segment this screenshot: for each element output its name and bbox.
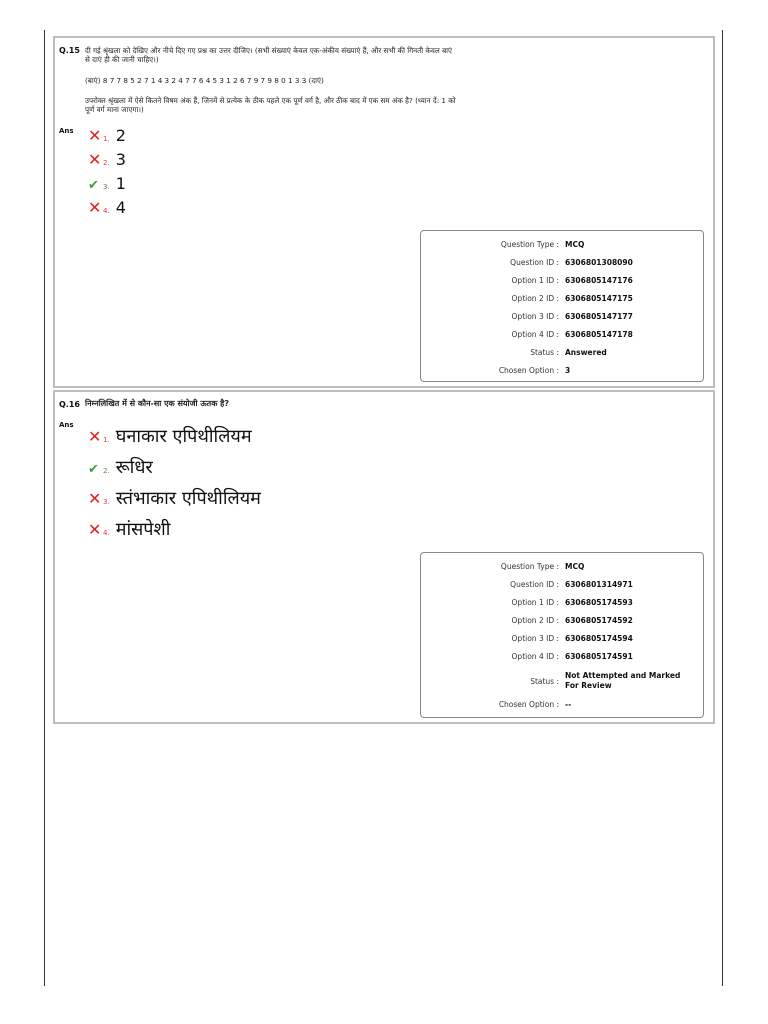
info-row-option-1-id (421, 276, 703, 288)
info-row-question-id (421, 580, 703, 592)
info-label: Status : (530, 348, 559, 357)
page-border-right (722, 30, 723, 986)
question-text-line: दी गई श्रृंखला को देखिए और नीचे दिए गए प्रश्न का उत्तर दीजिए। (सभी संख्याएं केवल एक-अंकीय संख्याएं हैं, और सभी की गिनती केवल बाएं (85, 46, 453, 55)
cross-icon: ✕ (88, 489, 102, 508)
option-text: 3 (115, 150, 126, 169)
info-value: 6306805147176 (565, 276, 633, 285)
question-text-line: से दाएं ही की जानी चाहिए।) (85, 55, 159, 64)
option-number: 4. (103, 207, 110, 215)
info-value: 6306805174593 (565, 598, 633, 607)
info-value: 6306801308090 (565, 258, 633, 267)
info-value: Answered (565, 348, 607, 357)
option-number: 1. (103, 135, 110, 143)
info-value: 630680131497​1 (565, 580, 633, 589)
info-row-question-type (421, 562, 703, 574)
info-label: Option 1 ID : (511, 276, 559, 285)
info-row-question-type (421, 240, 703, 252)
info-value: 6306805174594 (565, 634, 633, 643)
question-text: निम्नलिखित में से कौन-सा एक संयोजी ऊतक है? (85, 399, 230, 408)
option-text: घनाकार एपिथीलियम (115, 426, 252, 447)
info-label: Option 2 ID : (511, 616, 559, 625)
check-icon: ✔ (88, 462, 99, 477)
option-number: 1. (103, 436, 110, 444)
option-4 (88, 198, 126, 217)
option-1 (88, 424, 252, 448)
option-2 (88, 150, 126, 169)
option-text: रूधिर (115, 457, 153, 478)
info-value: 6306805147175 (565, 294, 633, 303)
option-text: स्तंभाकार एपिथीलियम (115, 488, 261, 509)
info-label: Option 4 ID : (511, 652, 559, 661)
info-label: Question Type : (500, 240, 559, 249)
answer-label: Ans (59, 421, 74, 429)
info-row-status (421, 348, 703, 360)
info-row-chosen-option (421, 366, 703, 378)
info-label: Option 3 ID : (511, 634, 559, 643)
info-label: Question ID : (510, 580, 559, 589)
info-row-option-4-id (421, 330, 703, 342)
question-info-panel (420, 552, 704, 718)
info-value: -- (565, 700, 572, 709)
info-value: 6306805174592 (565, 616, 633, 625)
question-15-block (53, 36, 715, 388)
question-16-block (53, 390, 715, 724)
info-label: Chosen Option : (498, 700, 559, 709)
cross-icon: ✕ (88, 126, 102, 145)
info-value: 3 (565, 366, 571, 375)
question-text-line: उपरोक्त श्रृंखला में ऐसे कितने विषम अंक हैं, जिनमें से प्रत्येक के ठीक पहले एक पूर्ण वर्ग है, और ठीक बाद में एक सम अंक है? (ध्यान दें: 1 को (85, 96, 456, 105)
option-2 (88, 455, 153, 479)
option-text: मांसपेशी (115, 519, 171, 540)
option-number: 3. (103, 498, 110, 506)
question-number: Q.16 (59, 400, 80, 409)
info-label: Chosen Option : (498, 366, 559, 375)
cross-icon: ✕ (88, 427, 102, 446)
info-label: Option 3 ID : (511, 312, 559, 321)
option-number: 4. (103, 529, 110, 537)
info-row-option-2-id (421, 294, 703, 306)
info-value: MCQ (565, 562, 585, 571)
cross-icon: ✕ (88, 150, 102, 169)
info-row-question-id (421, 258, 703, 270)
option-1 (88, 126, 126, 145)
cross-icon: ✕ (88, 520, 102, 539)
answer-label: Ans (59, 127, 74, 135)
info-value: 6306805147178 (565, 330, 633, 339)
option-text: 2 (115, 126, 126, 145)
info-label: Question Type : (500, 562, 559, 571)
info-row-option-3-id (421, 312, 703, 324)
option-4 (88, 517, 170, 541)
cross-icon: ✕ (88, 198, 102, 217)
option-number: 2. (103, 159, 110, 167)
info-row-chosen-option (421, 700, 703, 712)
option-number: 3. (103, 183, 110, 191)
info-label: Status : (530, 677, 559, 686)
option-text: 4 (115, 198, 126, 217)
option-3 (88, 486, 261, 510)
info-label: Option 4 ID : (511, 330, 559, 339)
info-row-option-1-id (421, 598, 703, 610)
info-row-option-3-id (421, 634, 703, 646)
info-row-status (421, 671, 703, 695)
info-value: Not Attempted and Marked For Review (565, 671, 681, 690)
option-3 (88, 174, 126, 193)
question-info-panel (420, 230, 704, 382)
option-text: 1 (115, 174, 126, 193)
info-value: 6306805174591 (565, 652, 633, 661)
question-text-line: पूर्ण वर्ग माना जाएगा।) (85, 105, 144, 114)
info-row-option-4-id (421, 652, 703, 664)
info-label: Option 1 ID : (511, 598, 559, 607)
info-row-option-2-id (421, 616, 703, 628)
question-series-line: (बाएं) 8 7 7 8 5 2 7 1 4 3 2 4 7 7 6 4 5 3 1 2 6 7 9 7 9 8 0 1 3 3 (दाएं) (85, 76, 324, 85)
info-label: Question ID : (510, 258, 559, 267)
option-number: 2. (103, 467, 110, 475)
info-label: Option 2 ID : (511, 294, 559, 303)
page-border-left (44, 30, 45, 986)
check-icon: ✔ (88, 178, 99, 193)
info-value: 6306805147177 (565, 312, 633, 321)
info-value: MCQ (565, 240, 585, 249)
question-number: Q.15 (59, 46, 80, 55)
